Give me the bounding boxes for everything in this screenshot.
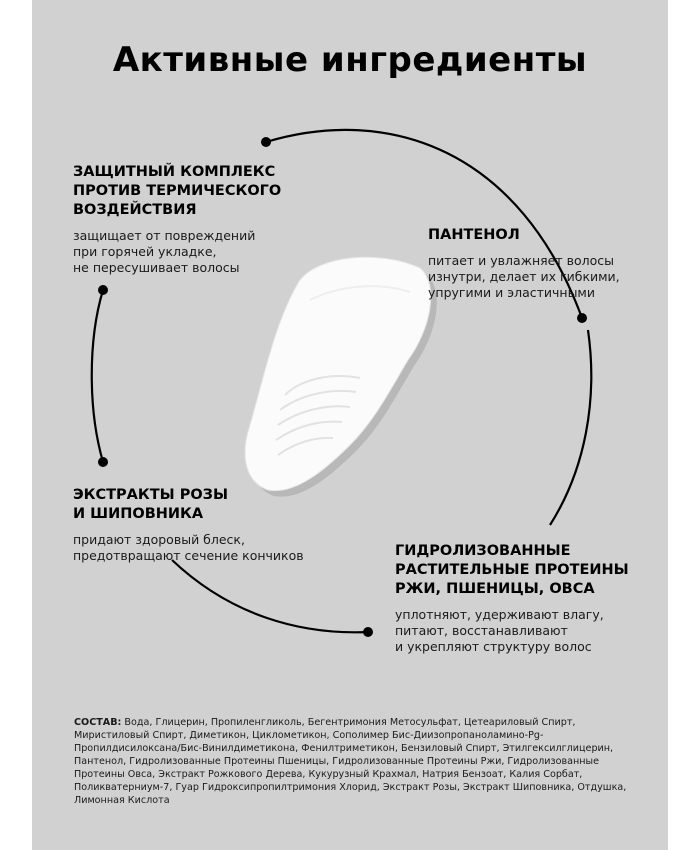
arc-left bbox=[92, 290, 103, 462]
ingredient-title: ЗАЩИТНЫЙ КОМПЛЕКС ПРОТИВ ТЕРМИЧЕСКОГО ВОЗДЕЙСТВИЯ bbox=[73, 164, 282, 218]
arc-dot-left-top bbox=[98, 285, 108, 295]
arc-dot-top-left bbox=[261, 137, 271, 147]
ingredient-description: уплотняют, удерживают влагу, питают, восстанавливают и укрепляют структуру волос bbox=[395, 607, 604, 654]
composition-list: Вода, Глицерин, Пропиленгликоль, Бегентримония Метосульфат, Цетеариловый Спирт, Миристиловый Спирт, Диметикон, Циклометикон, Сополимер Бис-Диизопропаноламино-Pg-Пропилдисилоксана/Бис-Винилдиметикона, Фенилтриметикон, Бензиловый Спирт, Этилгексилглицерин, Пантенол, Гидролизованные Протеины Пшеницы, Гидролизованные Протеины Ржи, Гидролизованные Протеины Овса, Экстракт Рожкового Дерева, Кукурузный Крахмал, Натрия Бензоат, Калия Сорбат, Поликватерниум-7, Гуар Гидроксипропилтримония Хлорид, Экстракт Розы, Экстракт Шиповника, Отдушка, Лимонная Кислота bbox=[74, 717, 627, 806]
ingredient-title: ГИДРОЛИЗОВАННЫЕ РАСТИТЕЛЬНЫЕ ПРОТЕИНЫ РЖИ, ПШЕНИЦЫ, ОВСА bbox=[395, 543, 629, 597]
ingredient-description: защищает от повреждений при горячей укладке, не пересушивает волосы bbox=[73, 228, 256, 275]
arc-dot-bottom bbox=[363, 627, 373, 637]
arc-dot-top-right bbox=[577, 313, 587, 323]
ingredient-title: ЭКСТРАКТЫ РОЗЫ И ШИПОВНИКА bbox=[73, 487, 228, 522]
ingredient-hydrolyzed-proteins bbox=[395, 542, 660, 655]
ingredient-title: ПАНТЕНОЛ bbox=[428, 227, 520, 243]
ingredient-description: придают здоровый блеск, предотвращают сечение кончиков bbox=[73, 532, 304, 563]
arc-dot-left-bottom bbox=[98, 457, 108, 467]
ingredient-panthenol bbox=[428, 226, 658, 301]
arc-bottom bbox=[172, 560, 368, 632]
arc-right bbox=[550, 330, 591, 525]
ingredient-rose-extracts bbox=[73, 486, 333, 564]
composition-text bbox=[74, 716, 634, 807]
cream-swatch bbox=[245, 257, 437, 496]
ingredient-description: питает и увлажняет волосы изнутри, делает их гибкими, упругими и эластичными bbox=[428, 253, 620, 300]
ingredient-thermal-protection bbox=[73, 163, 323, 276]
page-title: Активные ингредиенты bbox=[112, 40, 588, 80]
composition-label: СОСТАВ: bbox=[74, 717, 122, 728]
